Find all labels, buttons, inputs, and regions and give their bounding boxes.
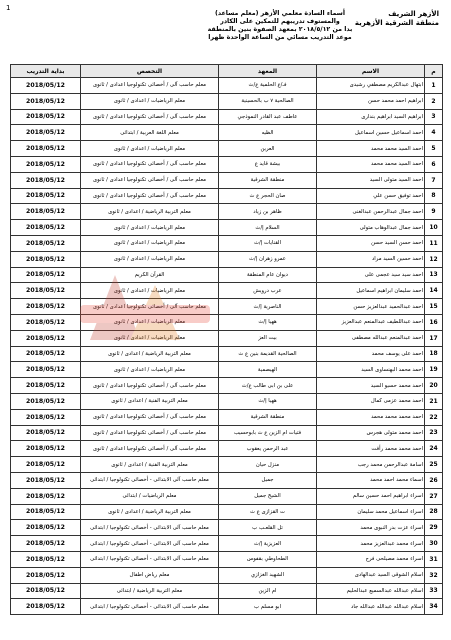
table-row (11, 125, 443, 141)
cell-index: 25 (425, 457, 443, 473)
cell-specialty: معلم التربية الرياضية / اعدادى / ثانوى (81, 204, 219, 220)
cell-specialty: معلم حاسب آلى الابتدائى - أخصائى تكنولوجيا / ابتدائى (81, 599, 219, 615)
cell-start-date: 2018/05/12 (11, 204, 81, 220)
cell-start-date: 2018/05/12 (11, 441, 81, 457)
cell-index: 6 (425, 156, 443, 172)
cell-start-date: 2018/05/12 (11, 188, 81, 204)
cell-institute: تل القلعـب ب (219, 520, 317, 536)
table-row (11, 583, 443, 599)
table-row (11, 362, 443, 378)
table-row (11, 283, 443, 299)
cell-name: احمد حسن السيد حسن (317, 235, 425, 251)
cell-institute: الطحاوطي بقفوس (219, 551, 317, 567)
cell-start-date: 2018/05/12 (11, 299, 81, 315)
document-title (180, 10, 380, 42)
cell-start-date: 2018/05/12 (11, 599, 81, 615)
table-row (11, 504, 443, 520)
cell-name: احمد اسماعيل حسين اسماعيل (317, 125, 425, 141)
cell-index: 34 (425, 599, 443, 615)
cell-specialty: معلم حاسب آلى الابتدائى - أخصائى تكنولوجيا / ابتدائى (81, 472, 219, 488)
cell-name: احمد محمد حسيو السيد (317, 378, 425, 394)
table-row (11, 235, 443, 251)
cell-index: 7 (425, 172, 443, 188)
cell-name: اسلام عبدالله عبدالسميع عبدالحليم (317, 583, 425, 599)
table-row (11, 330, 443, 346)
table-row (11, 346, 443, 362)
cell-name: احمد جمال عبدالوهاب متولى (317, 220, 425, 236)
title-line-3: بدا من ٢٠١٨/٥/١٢ بمعهد الصفوة بنين بالمنطقة (207, 26, 353, 33)
page-number: 1 (6, 4, 11, 12)
cell-specialty: معلم حاسب آلى الابتدائى - أخصائى تكنولوجيا / ابتدائى (81, 520, 219, 536)
table-row (11, 156, 443, 172)
cell-start-date: 2018/05/12 (11, 78, 81, 94)
cell-index: 3 (425, 109, 443, 125)
cell-start-date: 2018/05/12 (11, 314, 81, 330)
org-line-1: الأزهر الشريف (388, 10, 439, 18)
cell-start-date: 2018/05/12 (11, 393, 81, 409)
cell-index: 21 (425, 393, 443, 409)
cell-name: اسراء محمد عبدالعزيز محمد (317, 536, 425, 552)
cell-start-date: 2018/05/12 (11, 109, 81, 125)
cell-name: احمد عبدالمنعم عبدالله مصطفى (317, 330, 425, 346)
cell-start-date: 2018/05/12 (11, 330, 81, 346)
cell-index: 33 (425, 583, 443, 599)
cell-name: احمد جمال عبدالرحمن عبدالغنى (317, 204, 425, 220)
cell-start-date: 2018/05/12 (11, 220, 81, 236)
cell-institute: جميل (219, 472, 317, 488)
cell-specialty: معلم حاسب آلى الابتدائى - أخصائى تكنولوجيا / ابتدائى (81, 551, 219, 567)
cell-institute: القنايات إ/ث (219, 235, 317, 251)
cell-institute: بيت العز (219, 330, 317, 346)
cell-name: احمد سيد سيد عجمى على (317, 267, 425, 283)
cell-institute: صان الحجر ع ث (219, 188, 317, 204)
table-row (11, 93, 443, 109)
cell-institute: الشهيد الغزازي (219, 567, 317, 583)
cell-institute: العرين (219, 141, 317, 157)
cell-start-date: 2018/05/12 (11, 520, 81, 536)
table-row (11, 536, 443, 552)
table-row (11, 299, 443, 315)
cell-index: 5 (425, 141, 443, 157)
cell-specialty: معلم الرياضيات / اعدادى / ثانوى (81, 141, 219, 157)
cell-name: ابراهيم السيد ابراهيم بندارى (317, 109, 425, 125)
cell-name: احمد حسين السيد مراد (317, 251, 425, 267)
table-row (11, 109, 443, 125)
cell-name: احمد محمد محمد محمد (317, 409, 425, 425)
table-row (11, 599, 443, 615)
cell-start-date: 2018/05/12 (11, 551, 81, 567)
cell-specialty: معلم الرياضيات / اعدادى / ثانوى (81, 220, 219, 236)
cell-name: اسلام الشوقى السيد عبدالهادى (317, 567, 425, 583)
cell-specialty: معلم التربية الفنية / اعدادى / ثانوى (81, 457, 219, 473)
cell-start-date: 2018/05/12 (11, 267, 81, 283)
cell-specialty: معلم اللغة العربية / ابتدائى (81, 125, 219, 141)
table-row (11, 441, 443, 457)
cell-start-date: 2018/05/12 (11, 156, 81, 172)
cell-index: 1 (425, 78, 443, 94)
title-line-1: أسماء السادة معلمي الأزهر (معلم مساعد) (214, 10, 346, 17)
cell-index: 11 (425, 235, 443, 251)
cell-name: اسلام عبدالله عبدالله عبدالله جاد (317, 599, 425, 615)
cell-specialty: معلم حاسب آلى / أخصائى تكنولوجيا اعدادى / ثانوى (81, 378, 219, 394)
cell-institute: ههيا إ/ث (219, 393, 317, 409)
cell-index: 26 (425, 472, 443, 488)
cell-start-date: 2018/05/12 (11, 141, 81, 157)
cell-specialty: معلم الرياضيات / اعدادى / ثانوى (81, 362, 219, 378)
cell-start-date: 2018/05/12 (11, 235, 81, 251)
cell-index: 31 (425, 551, 443, 567)
cell-index: 14 (425, 283, 443, 299)
cell-specialty: القرآن الكريم (81, 267, 219, 283)
cell-name: احمد توفيق حسن علي (317, 188, 425, 204)
cell-index: 32 (425, 567, 443, 583)
table-row (11, 488, 443, 504)
table-row (11, 188, 443, 204)
header-name: الاسم (317, 65, 425, 78)
cell-start-date: 2018/05/12 (11, 378, 81, 394)
table-row (11, 78, 443, 94)
cell-name: اسراء عزت بدر النبوى محمد (317, 520, 425, 536)
cell-name: احمد سليمان ابراهيم اسماعيل (317, 283, 425, 299)
table-row (11, 409, 443, 425)
cell-index: 9 (425, 204, 443, 220)
cell-specialty: معلم حاسب آلى / أخصائى تكنولوجيا اعدادى / ثانوى (81, 425, 219, 441)
cell-specialty: معلم الرياضيات / اعدادى / ثانوى (81, 235, 219, 251)
cell-institute: الناصرية إ/ث (219, 299, 317, 315)
cell-institute: الصالحية القديمة بنين ع ث (219, 346, 317, 362)
cell-institute: على بن ابى طالب ع/ث (219, 378, 317, 394)
title-line-2: والمستوف تدريبهم للتمكين على الكادر (220, 18, 340, 25)
cell-start-date: 2018/05/12 (11, 172, 81, 188)
header-specialty: التخصص (81, 65, 219, 78)
cell-institute: الصالحية ٧ ب بالحسينية (219, 93, 317, 109)
cell-index: 27 (425, 488, 443, 504)
cell-institute: منزل حيان (219, 457, 317, 473)
cell-institute: عرب درويش (219, 283, 317, 299)
cell-specialty: معلم الرياضيات / اعدادى / ثانوى (81, 330, 219, 346)
table-body (11, 78, 443, 615)
cell-specialty: معلم التربية الرياضية / اعدادى / ثانوى (81, 346, 219, 362)
cell-name: احمد السيد محمد محمد (317, 156, 425, 172)
cell-institute: الهيصمية (219, 362, 317, 378)
cell-specialty: معلم حاسب آلى / أخصائى تكنولوجيا اعدادى / ثانوى (81, 441, 219, 457)
cell-name: ابتهال عبدالكريم مصطفي رشيدى (317, 78, 425, 94)
header-start-date: بداية التدريب (11, 65, 81, 78)
cell-specialty: معلم حاسب آلى / أخصائى تكنولوجيا اعدادى / ثانوى (81, 78, 219, 94)
header-index: م (425, 65, 443, 78)
cell-specialty: معلم حاسب آلى / أخصائى تكنولوجيا اعدادى / ثانوى (81, 188, 219, 204)
cell-index: 20 (425, 378, 443, 394)
cell-specialty: معلم التربية الرياضية / ابتدائى (81, 583, 219, 599)
cell-index: 2 (425, 93, 443, 109)
cell-start-date: 2018/05/12 (11, 409, 81, 425)
cell-specialty: معلم حاسب آلى / أخصائى تكنولوجيا اعدادى / ثانوى (81, 109, 219, 125)
cell-start-date: 2018/05/12 (11, 346, 81, 362)
title-line-4: موعد التدريب مسائي من الساعة الواحدة ظهرا (208, 34, 352, 41)
table-row (11, 472, 443, 488)
table-row (11, 457, 443, 473)
cell-start-date: 2018/05/12 (11, 472, 81, 488)
cell-institute: ديوان عام المنطقة (219, 267, 317, 283)
cell-name: اسراء ابراهيم احمد حسين سالم (317, 488, 425, 504)
table-row (11, 551, 443, 567)
table-row (11, 520, 443, 536)
cell-institute: ت القزازى ع ث (219, 504, 317, 520)
table-row (11, 378, 443, 394)
table-row (11, 220, 443, 236)
cell-institute: ههيا إ/ث (219, 314, 317, 330)
table-row (11, 204, 443, 220)
cell-name: ابراهيم احمد محمد حسن (317, 93, 425, 109)
cell-institute: عمرو زهران إ/ث (219, 251, 317, 267)
cell-institute: عاطف عبد القادر النموذجي (219, 109, 317, 125)
cell-index: 8 (425, 188, 443, 204)
cell-institute: فـ/ع الحلمية ع/ث (219, 78, 317, 94)
cell-index: 4 (425, 125, 443, 141)
trainees-table (10, 64, 443, 615)
cell-index: 22 (425, 409, 443, 425)
cell-institute: السلام إ/ث (219, 220, 317, 236)
cell-name: اسراء اسماعيل محمد سليمان (317, 504, 425, 520)
cell-index: 30 (425, 536, 443, 552)
cell-specialty: معلم حاسب آلى / أخصائى تكنولوجيا اعدادى / ثانوى (81, 156, 219, 172)
cell-start-date: 2018/05/12 (11, 425, 81, 441)
cell-specialty: معلم التربية الفنية / اعدادى / ثانوى (81, 393, 219, 409)
cell-index: 18 (425, 346, 443, 362)
cell-institute: ظاهر بن زياد (219, 204, 317, 220)
cell-institute: فتيات ام الزين ع ث بابوحسيب (219, 425, 317, 441)
cell-index: 17 (425, 330, 443, 346)
cell-institute: الشيخ جميل (219, 488, 317, 504)
cell-name: احمد عبدالحميد عبدالعزيز حسن (317, 299, 425, 315)
cell-institute: عبد الرحمن يعقوب (219, 441, 317, 457)
cell-index: 29 (425, 520, 443, 536)
cell-name: احمد السيد محمد محمد (317, 141, 425, 157)
cell-specialty: معلم التربية الرياضية / اعدادى / ثانوى (81, 504, 219, 520)
cell-start-date: 2018/05/12 (11, 125, 81, 141)
cell-institute: العزيزية إ/ث (219, 536, 317, 552)
cell-start-date: 2018/05/12 (11, 251, 81, 267)
cell-institute: ام الزين (219, 583, 317, 599)
cell-specialty: معلم الرياضيات / اعدادى / ثانوى (81, 314, 219, 330)
org-line-2: منطقة الشرقية الأزهرية (354, 19, 439, 27)
cell-name: اسراء محمد مصيلحى فرج (317, 551, 425, 567)
cell-index: 15 (425, 299, 443, 315)
cell-start-date: 2018/05/12 (11, 536, 81, 552)
cell-specialty: معلم حاسب آلى / أخصائى تكنولوجيا اعدادى / ثانوى (81, 409, 219, 425)
cell-index: 10 (425, 220, 443, 236)
cell-institute: منطقة الشرقية (219, 172, 317, 188)
cell-name: احمد عبداللطيف عبدالمنعم عبدالعزيز (317, 314, 425, 330)
cell-start-date: 2018/05/12 (11, 93, 81, 109)
cell-index: 16 (425, 314, 443, 330)
cell-name: اسامة عبدالرحمن محمد رجب (317, 457, 425, 473)
cell-name: احمد محمد عزمى كمال (317, 393, 425, 409)
table-row (11, 314, 443, 330)
cell-start-date: 2018/05/12 (11, 488, 81, 504)
cell-name: احمد محمد البهنساوى السيد (317, 362, 425, 378)
cell-specialty: معلم حاسب آلى الابتدائى - أخصائى تكنولوجيا / ابتدائى (81, 536, 219, 552)
cell-index: 28 (425, 504, 443, 520)
cell-specialty: معلم الرياضيات / اعدادى / ثانوى (81, 251, 219, 267)
cell-specialty: معلم حاسب آلى / أخصائى تكنولوجيا اعدادى / ثانوى (81, 299, 219, 315)
cell-index: 23 (425, 425, 443, 441)
cell-institute: بيشة قايد ع (219, 156, 317, 172)
cell-index: 19 (425, 362, 443, 378)
cell-name: احمد السيد متولى السيد (317, 172, 425, 188)
cell-institute: الظيه (219, 125, 317, 141)
table-row (11, 425, 443, 441)
cell-index: 12 (425, 251, 443, 267)
table-row (11, 251, 443, 267)
cell-specialty: معلم رياض اطفال (81, 567, 219, 583)
table-header-row (11, 65, 443, 78)
table-row (11, 393, 443, 409)
cell-specialty: معلم الرياضيات / اعدادى / ثانوى (81, 283, 219, 299)
cell-specialty: معلم الرياضيات / ابتدائى (81, 488, 219, 504)
cell-start-date: 2018/05/12 (11, 504, 81, 520)
cell-start-date: 2018/05/12 (11, 283, 81, 299)
cell-name: اسماء محمد احمد محمد (317, 472, 425, 488)
table-row (11, 267, 443, 283)
cell-index: 13 (425, 267, 443, 283)
table-row (11, 567, 443, 583)
cell-start-date: 2018/05/12 (11, 362, 81, 378)
cell-specialty: معلم الرياضيات / اعدادى / ثانوى (81, 93, 219, 109)
cell-institute: منطقة الشرقية (219, 409, 317, 425)
cell-name: احمد على يوسف محمد (317, 346, 425, 362)
cell-start-date: 2018/05/12 (11, 567, 81, 583)
cell-name: احمد محمد محمد رأفت (317, 441, 425, 457)
cell-institute: ابو مسلم ب (219, 599, 317, 615)
cell-name: احمد محمد متولى هجرس (317, 425, 425, 441)
header-institute: المعهد (219, 65, 317, 78)
table-row (11, 172, 443, 188)
table-row (11, 141, 443, 157)
cell-start-date: 2018/05/12 (11, 583, 81, 599)
cell-specialty: معلم حاسب آلى / أخصائى تكنولوجيا اعدادى / ثانوى (81, 172, 219, 188)
cell-start-date: 2018/05/12 (11, 457, 81, 473)
cell-index: 24 (425, 441, 443, 457)
